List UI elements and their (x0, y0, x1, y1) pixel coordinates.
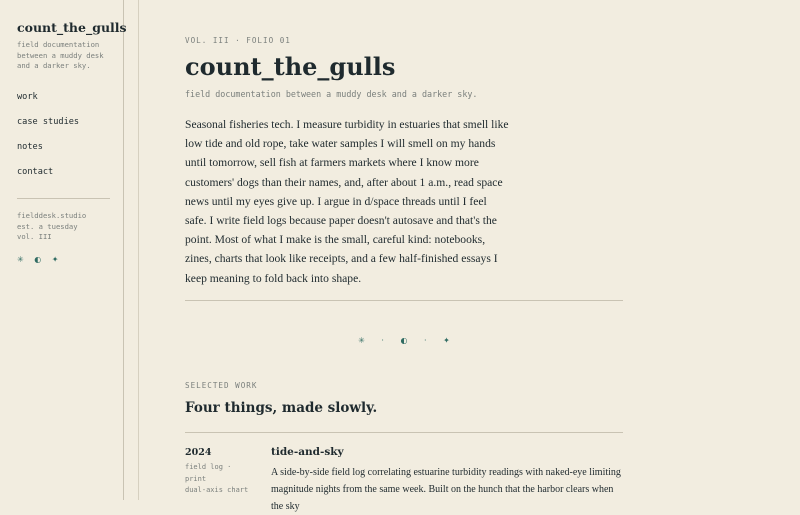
dot-separator: · (381, 336, 384, 345)
half-moon-icon: ◐ (400, 336, 408, 345)
asterisk-icon: ✳ (358, 336, 365, 345)
brand-tagline: field documentation between a muddy desk and a darker sky. (17, 40, 104, 70)
sidebar-meta-domain: fielddesk.studio (17, 211, 87, 220)
star-icon: ✦ (443, 336, 450, 345)
volume-kicker: VOL. III · FOLIO 01 (185, 36, 291, 45)
sidebar-divider (17, 198, 110, 199)
work-list-divider (185, 432, 623, 433)
nav-item-work[interactable]: work (17, 92, 38, 102)
work-item-title[interactable]: tide-and-sky (271, 446, 344, 458)
section-divider (185, 300, 623, 301)
page-subtitle: field documentation between a muddy desk and a darker sky. (185, 89, 478, 99)
work-item-tag: print (185, 474, 207, 483)
ornament-row (185, 336, 623, 345)
selected-work-title: Four things, made slowly. (185, 400, 378, 416)
work-item-tags (185, 462, 255, 497)
sidebar-meta-volume: vol. III (17, 232, 52, 241)
work-item-tag: dual-axis chart (185, 486, 249, 494)
sidebar-glyph-icons: ✳ ◐ ✦ (17, 255, 63, 264)
column-rule (138, 0, 139, 500)
page-title: count_the_gulls (185, 52, 396, 81)
work-item-tag: field log · (185, 463, 232, 471)
selected-work-label: SELECTED WORK (185, 381, 258, 390)
work-item-year: 2024 (185, 447, 212, 458)
brand-title[interactable]: count_the_gulls (17, 20, 127, 35)
work-item-description: A side-by-side field log correlating estuarine turbidity readings with naked-eye limiting magnitude nights from the same week. Built on the hunch that the harbor clears when the sky (271, 467, 621, 512)
nav-item-case-studies[interactable]: case studies (17, 117, 80, 127)
intro-paragraph: Seasonal fisheries tech. I measure turbidity in estuaries that smell like low tide and old rope, take water samples I will smell on my hands until tomorrow, sell fish at farmers markets where I know more customers' dogs than their names, and, after about 1 a.m., read space news until my eyes give up. I argue in d/space threads until I feel safe. I write field logs because paper doesn't autosave and that's the point. Most of what I make is the small, careful kind: notebooks, zines, charts that look like receipts, and a few half-finished essays I keep meaning to fold back into shape. (185, 118, 509, 285)
dot-separator: · (424, 336, 427, 345)
nav-item-contact[interactable]: contact (17, 167, 54, 177)
nav-item-notes[interactable]: notes (17, 142, 43, 152)
sidebar (0, 0, 127, 500)
sidebar-meta-established: est. a tuesday (17, 222, 78, 231)
